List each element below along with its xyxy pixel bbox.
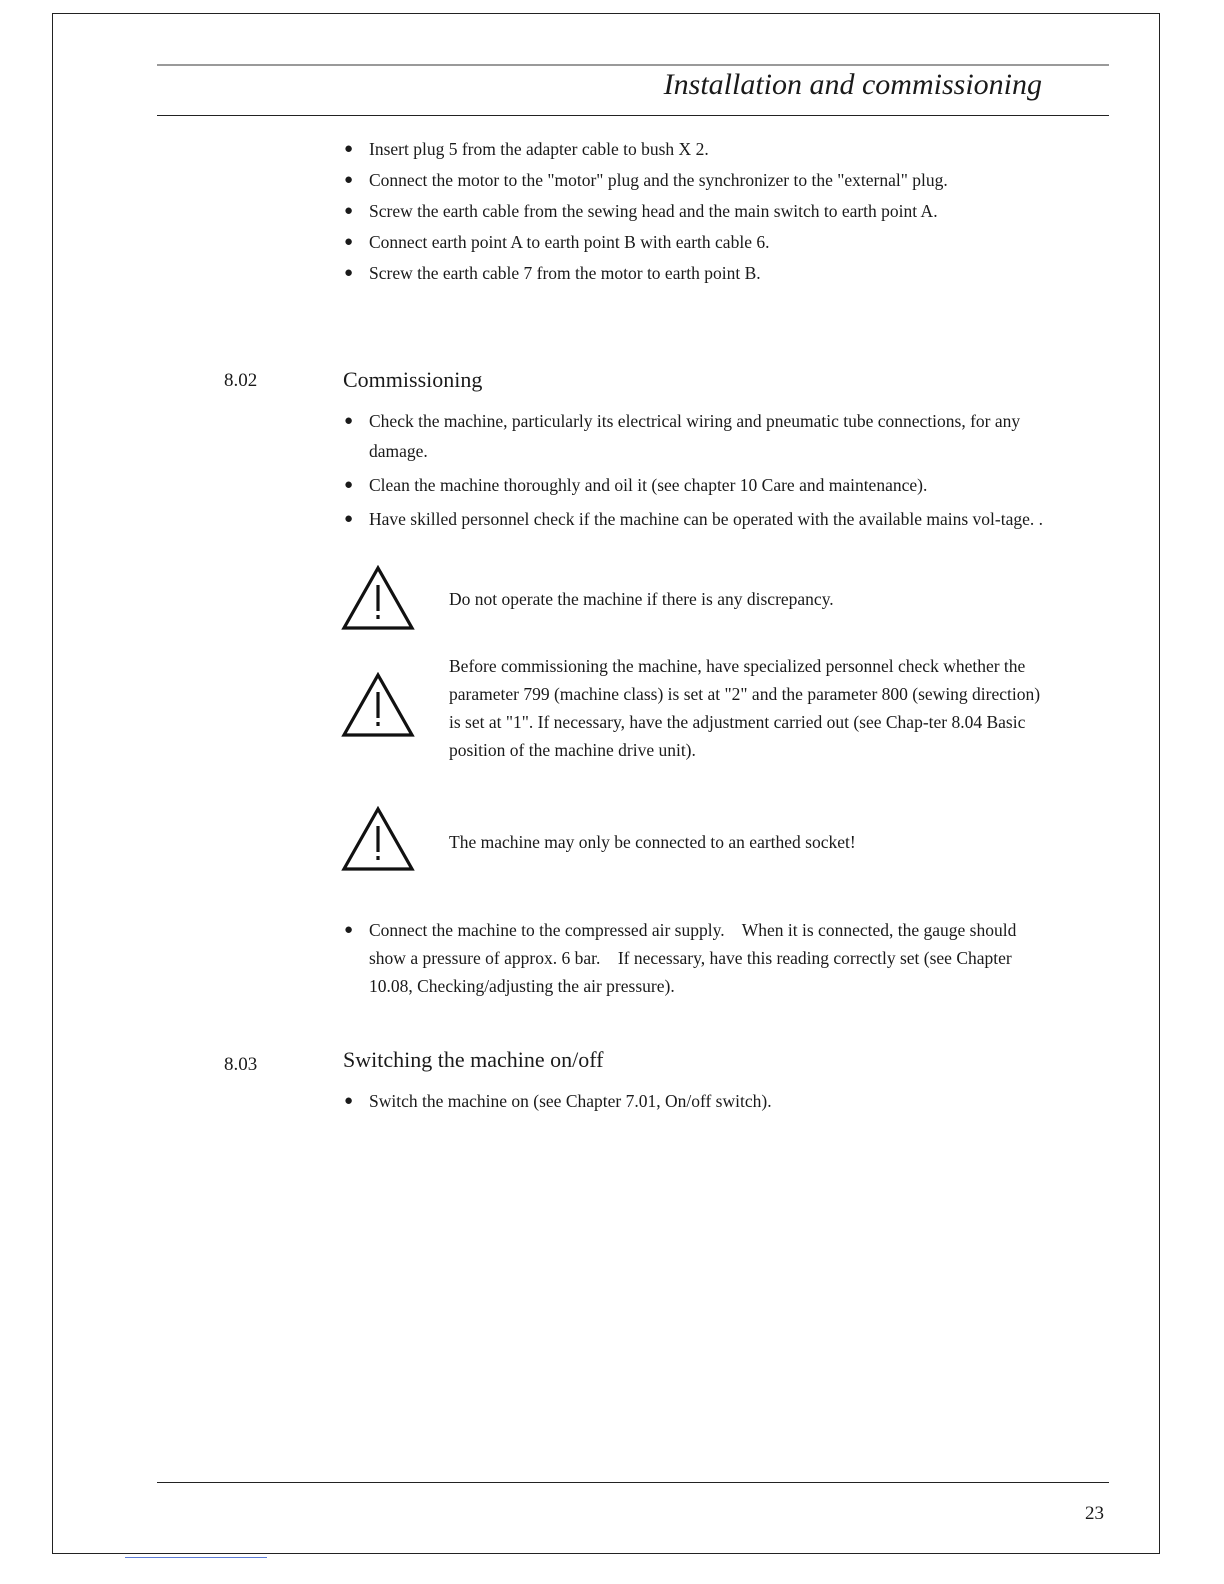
air-supply-list	[343, 916, 1043, 1000]
header-rule-top	[157, 64, 1109, 66]
bullet-icon: ●	[344, 234, 354, 250]
warning-triangle-icon	[341, 565, 415, 631]
list-item	[343, 1089, 1043, 1113]
warning-triangle-icon	[341, 672, 415, 738]
list-item-text: Clean the machine thoroughly and oil it (see chapter 10 Care and maintenance).	[369, 475, 928, 495]
header-rule-bottom	[157, 115, 1109, 116]
section-number-switching: 8.03	[224, 1054, 258, 1075]
list-item-text: Screw the earth cable 7 from the motor to earth point B.	[369, 263, 761, 283]
list-item-text: Connect the motor to the "motor" plug and the synchronizer to the "external" plug.	[369, 170, 948, 190]
bullet-icon: ●	[344, 477, 354, 493]
switching-steps-list	[343, 1089, 1043, 1113]
list-item	[343, 470, 1043, 500]
list-item	[343, 261, 1043, 285]
warning-text: The machine may only be connected to an earthed socket!	[449, 832, 856, 852]
list-item	[343, 168, 1043, 192]
bullet-icon: ●	[344, 172, 354, 188]
list-item	[343, 406, 1043, 466]
bullet-icon: ●	[344, 413, 354, 429]
list-item-text: Connect earth point A to earth point B with earth cable 6.	[369, 232, 770, 252]
bullet-icon: ●	[344, 511, 354, 527]
list-item	[343, 916, 1043, 1000]
list-item	[343, 199, 1043, 223]
bullet-icon: ●	[344, 141, 354, 157]
warning-text: Do not operate the machine if there is any discrepancy.	[449, 589, 834, 609]
footer-rule	[157, 1482, 1109, 1483]
commissioning-steps-list	[343, 406, 1043, 538]
bullet-icon: ●	[344, 203, 354, 219]
list-item-text: Insert plug 5 from the adapter cable to bush X 2.	[369, 139, 709, 159]
warning-triangle-icon	[341, 806, 415, 872]
warning-text: Before commissioning the machine, have specialized personnel check whether the parameter 799 (machine class) is set at "2" and the parameter 800 (sewing direction) is set at "1". If necessary, have the adjustment carried out (see Chap-ter 8.04 Basic position of the machine drive unit).	[449, 656, 1041, 760]
list-item	[343, 504, 1043, 534]
section-number-commissioning: 8.02	[224, 370, 258, 391]
bullet-icon: ●	[344, 265, 354, 281]
list-item-text: Switch the machine on (see Chapter 7.01, On/off switch).	[369, 1091, 772, 1111]
connection-steps-list	[343, 137, 1043, 292]
list-item	[343, 230, 1043, 254]
section-title-commissioning: Commissioning	[343, 367, 483, 392]
list-item-text: Check the machine, particularly its electrical wiring and pneumatic tube connections, for any damage.	[369, 411, 1021, 461]
list-item-text: Connect the machine to the compressed air supply. When it is connected, the gauge should show a pressure of approx. 6 bar. If necessary, have this reading correctly set (see Chapter 10.08, Checking/adjusting the air pressure).	[369, 920, 1021, 996]
list-item-text: Have skilled personnel check if the machine can be operated with the available mains vol-tage. .	[369, 509, 1043, 529]
bottom-edge-mark	[125, 1557, 267, 1558]
list-item-text: Screw the earth cable from the sewing head and the main switch to earth point A.	[369, 201, 938, 221]
section-title-switching: Switching the machine on/off	[343, 1047, 604, 1072]
list-item	[343, 137, 1043, 161]
page-header-title: Installation and commissioning	[663, 68, 1042, 101]
page-number: 23	[1085, 1503, 1104, 1524]
bullet-icon: ●	[344, 922, 354, 938]
bullet-icon: ●	[344, 1093, 354, 1109]
